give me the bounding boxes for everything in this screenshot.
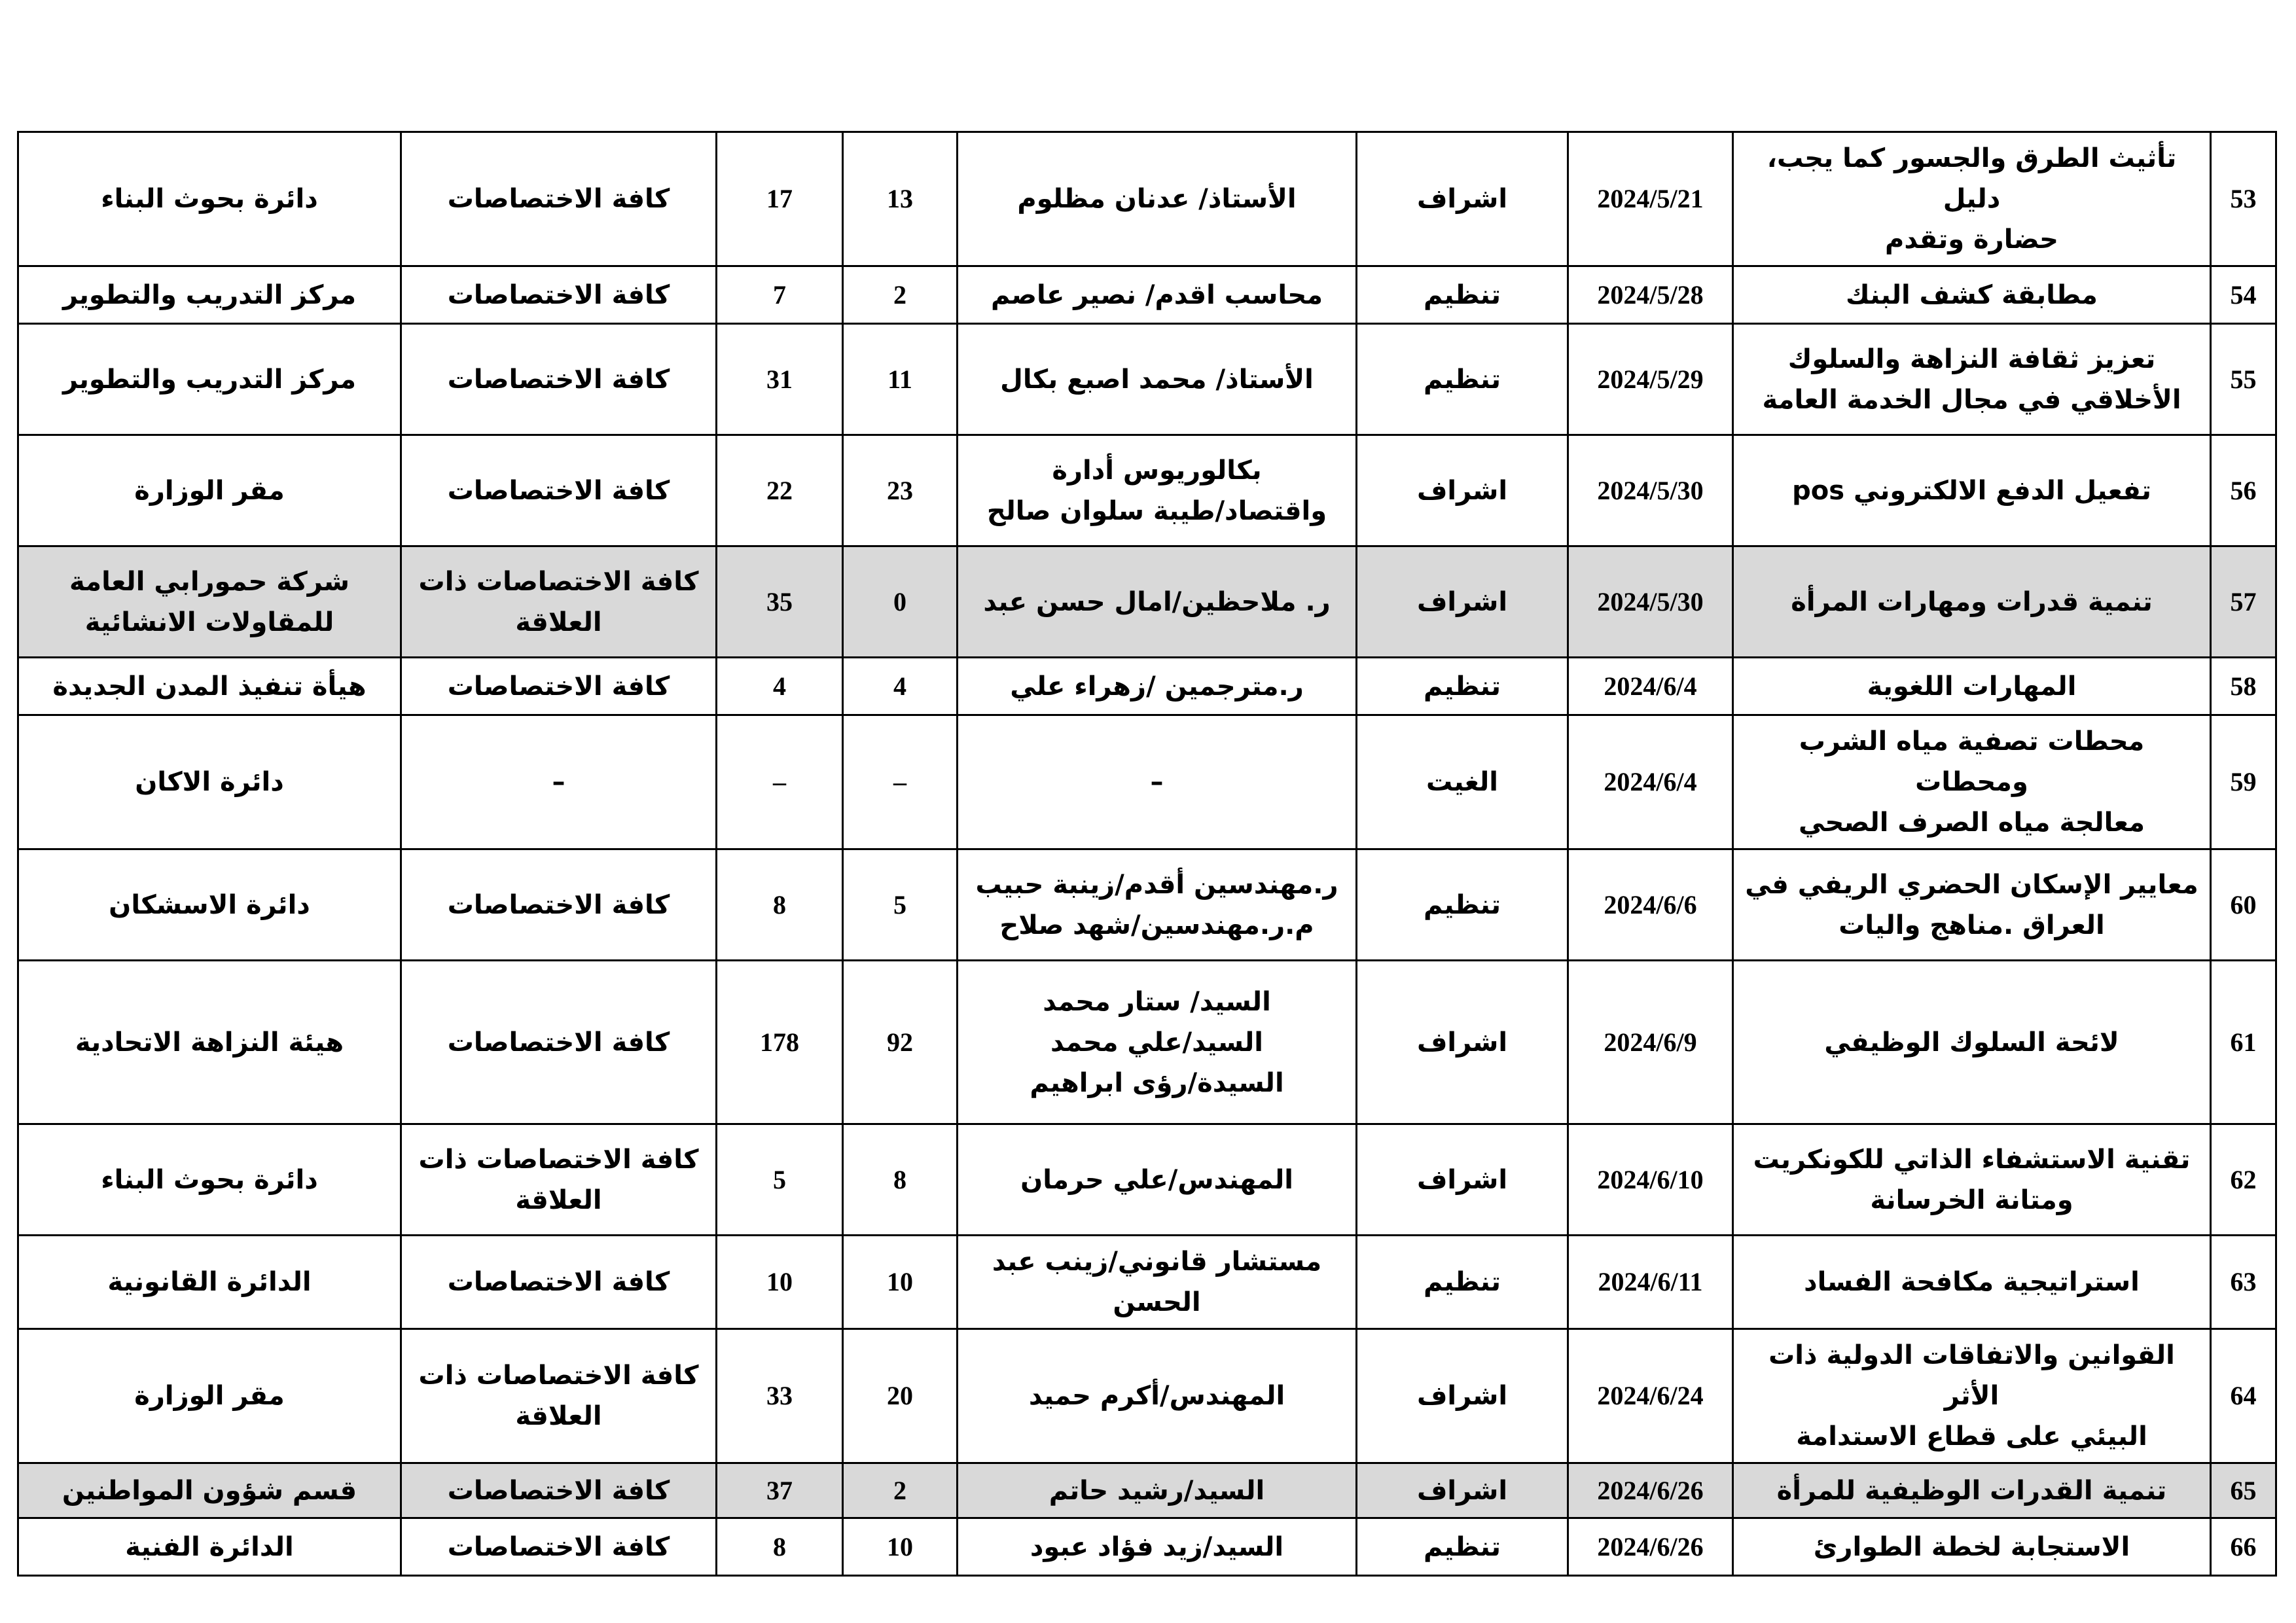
- course-title-line: مطابقة كشف البنك: [1846, 279, 2098, 310]
- organization-line: هيئة النزاهة الاتحادية: [75, 1027, 344, 1058]
- specialization-line: كافة الاختصاصات: [447, 364, 670, 395]
- table-row: [18, 435, 2276, 546]
- lecturer-name: [958, 435, 1357, 546]
- lecturer-line: محاسب اقدم/ نصير عاصم: [990, 279, 1323, 310]
- row-number: 61: [2211, 961, 2276, 1124]
- specialization-line: كافة الاختصاصات: [447, 671, 670, 702]
- specialization-line: كافة الاختصاصات ذات: [418, 566, 699, 597]
- organization-line: مركز التدريب والتطوير: [62, 364, 357, 395]
- course-title: [1733, 715, 2211, 849]
- course-title-line: الاستجابة لخطة الطوارئ: [1813, 1531, 2130, 1562]
- count-b: 33: [717, 1329, 843, 1463]
- count-a: 5: [843, 849, 958, 961]
- organization-line: هيأة تنفيذ المدن الجديدة: [52, 671, 367, 702]
- course-title: [1733, 132, 2211, 266]
- lecturer-line: الأستاذ/ محمد اصبع بكال: [1000, 364, 1314, 395]
- course-title-line: استراتيجية مكافحة الفساد: [1804, 1267, 2140, 1297]
- table-row: [18, 266, 2276, 324]
- specialization-line: كافة الاختصاصات ذات: [418, 1144, 699, 1175]
- specialization: [401, 1463, 717, 1518]
- course-title-line: الأخلاقي في مجال الخدمة العامة: [1762, 384, 2181, 415]
- lecturer-name: [958, 961, 1357, 1124]
- lecturer-line: السيدة/رؤى ابراهيم: [1030, 1067, 1284, 1098]
- organization-line: دائرة الاسشكان: [109, 889, 310, 920]
- lecturer-line: بكالوريوس أدارة: [1052, 455, 1262, 486]
- specialization-line: العلاقة: [515, 607, 602, 637]
- specialization: [401, 1329, 717, 1463]
- count-b: 4: [717, 658, 843, 715]
- row-number: 59: [2211, 715, 2276, 849]
- course-title: [1733, 324, 2211, 435]
- specialization: [401, 435, 717, 546]
- organization: [18, 658, 401, 715]
- table-row: [18, 1124, 2276, 1236]
- lecturer-line: واقتصاد/طيبة سلوان صالح: [986, 495, 1327, 526]
- specialization: [401, 961, 717, 1124]
- organization-line: قسم شؤون المواطنين: [62, 1475, 357, 1506]
- specialization-line: –: [552, 767, 565, 797]
- course-date: 2024/6/26: [1568, 1463, 1733, 1518]
- course-title-line: محطات تصفية مياه الشرب ومحطات: [1799, 726, 2145, 797]
- specialization: [401, 546, 717, 658]
- count-a: 10: [843, 1236, 958, 1329]
- lecturer-name: [958, 658, 1357, 715]
- course-type: اشراف: [1357, 435, 1568, 546]
- course-date: 2024/6/26: [1568, 1518, 1733, 1576]
- organization: [18, 1124, 401, 1236]
- course-title-line: تفعيل الدفع الالكتروني pos: [1792, 475, 2151, 506]
- course-title-line: تأثيث الطرق والجسور كما يجب، دليل: [1767, 143, 2177, 214]
- count-a: 23: [843, 435, 958, 546]
- lecturer-name: [958, 1518, 1357, 1576]
- count-a: 2: [843, 1463, 958, 1518]
- course-title-line: تعزيز ثقافة النزاهة والسلوك: [1787, 344, 2156, 374]
- lecturer-line: السيد/رشيد حاتم: [1049, 1475, 1265, 1506]
- specialization: [401, 715, 717, 849]
- specialization: [401, 1124, 717, 1236]
- row-number: 66: [2211, 1518, 2276, 1576]
- lecturer-line: المهندس/علي حرمان: [1020, 1164, 1293, 1195]
- course-title-line: القوانين والاتفاقات الدولية ذات الأثر: [1768, 1340, 2175, 1411]
- course-title-line: تقنية الاستشفاء الذاتي للكونكريت: [1753, 1144, 2191, 1175]
- course-type: تنظيم: [1357, 1236, 1568, 1329]
- count-b: –: [717, 715, 843, 849]
- specialization: [401, 1518, 717, 1576]
- specialization-line: كافة الاختصاصات: [447, 279, 670, 310]
- course-date: 2024/5/30: [1568, 435, 1733, 546]
- course-title: [1733, 546, 2211, 658]
- specialization: [401, 132, 717, 266]
- organization: [18, 849, 401, 961]
- table-row: [18, 961, 2276, 1124]
- count-b: 178: [717, 961, 843, 1124]
- course-title-line: معايير الإسكان الحضري الريفي في: [1745, 869, 2198, 900]
- row-number: 57: [2211, 546, 2276, 658]
- row-number: 53: [2211, 132, 2276, 266]
- lecturer-line: ر.مترجمين /زهراء علي: [1010, 671, 1304, 702]
- course-title-line: تنمية قدرات ومهارات المرأة: [1791, 586, 2153, 617]
- lecturer-line: –: [1150, 767, 1164, 797]
- table-row: [18, 1518, 2276, 1576]
- course-date: 2024/6/6: [1568, 849, 1733, 961]
- count-b: 37: [717, 1463, 843, 1518]
- specialization-line: كافة الاختصاصات: [447, 1267, 670, 1297]
- course-title-line: معالجة مياه الصرف الصحي: [1799, 808, 2145, 838]
- course-title: [1733, 266, 2211, 324]
- training-courses-table: [17, 131, 2277, 1577]
- course-type: اشراف: [1357, 546, 1568, 658]
- count-b: 17: [717, 132, 843, 266]
- specialization: [401, 849, 717, 961]
- lecturer-line: الأستاذ/ عدنان مظلوم: [1017, 184, 1297, 214]
- course-type: تنظيم: [1357, 849, 1568, 961]
- table-row: [18, 324, 2276, 435]
- table-row: [18, 1463, 2276, 1518]
- count-a: 10: [843, 1518, 958, 1576]
- organization: [18, 324, 401, 435]
- course-title: [1733, 1236, 2211, 1329]
- course-title: [1733, 1518, 2211, 1576]
- specialization-line: العلاقة: [515, 1185, 602, 1215]
- organization-line: شركة حمورابي العامة: [69, 566, 350, 597]
- lecturer-name: [958, 849, 1357, 961]
- count-a: –: [843, 715, 958, 849]
- specialization: [401, 266, 717, 324]
- organization-line: دائرة بحوث البناء: [101, 1164, 318, 1195]
- course-type: اشراف: [1357, 132, 1568, 266]
- row-number: 63: [2211, 1236, 2276, 1329]
- course-type: تنظيم: [1357, 324, 1568, 435]
- course-date: 2024/5/21: [1568, 132, 1733, 266]
- table-row: [18, 546, 2276, 658]
- organization: [18, 435, 401, 546]
- organization-line: الدائرة الفنية: [125, 1531, 294, 1562]
- course-date: 2024/6/4: [1568, 715, 1733, 849]
- lecturer-line: مستشار قانوني/زينب عبد الحسن: [992, 1247, 1322, 1317]
- course-title: [1733, 435, 2211, 546]
- course-title: [1733, 961, 2211, 1124]
- organization-line: للمقاولات الانشائية: [84, 607, 334, 637]
- count-a: 2: [843, 266, 958, 324]
- course-type: اشراف: [1357, 1463, 1568, 1518]
- course-date: 2024/6/4: [1568, 658, 1733, 715]
- course-date: 2024/6/11: [1568, 1236, 1733, 1329]
- lecturer-name: [958, 1124, 1357, 1236]
- lecturer-line: السيد/ ستار محمد: [1043, 986, 1271, 1017]
- course-title: [1733, 1329, 2211, 1463]
- specialization-line: العلاقة: [515, 1401, 602, 1431]
- course-type: اشراف: [1357, 961, 1568, 1124]
- row-number: 56: [2211, 435, 2276, 546]
- organization: [18, 266, 401, 324]
- organization: [18, 1463, 401, 1518]
- table-row: [18, 849, 2276, 961]
- course-title-line: تنمية القدرات الوظيفية للمرأة: [1776, 1475, 2167, 1506]
- table-row: [18, 658, 2276, 715]
- course-date: 2024/5/28: [1568, 266, 1733, 324]
- count-a: 8: [843, 1124, 958, 1236]
- lecturer-name: [958, 1463, 1357, 1518]
- organization-line: مقر الوزارة: [134, 1381, 285, 1411]
- lecturer-name: [958, 1329, 1357, 1463]
- table-row: [18, 715, 2276, 849]
- row-number: 60: [2211, 849, 2276, 961]
- specialization: [401, 658, 717, 715]
- organization-line: دائرة بحوث البناء: [101, 184, 318, 214]
- lecturer-line: السيد/زيد فؤاد عبود: [1030, 1531, 1284, 1562]
- lecturer-name: [958, 324, 1357, 435]
- row-number: 58: [2211, 658, 2276, 715]
- count-b: 10: [717, 1236, 843, 1329]
- course-title: [1733, 1124, 2211, 1236]
- count-a: 11: [843, 324, 958, 435]
- course-type: اشراف: [1357, 1329, 1568, 1463]
- course-title: [1733, 1463, 2211, 1518]
- specialization-line: كافة الاختصاصات: [447, 1027, 670, 1058]
- count-b: 22: [717, 435, 843, 546]
- course-date: 2024/6/10: [1568, 1124, 1733, 1236]
- table-row: [18, 1329, 2276, 1463]
- course-type: تنظيم: [1357, 658, 1568, 715]
- count-b: 7: [717, 266, 843, 324]
- count-a: 4: [843, 658, 958, 715]
- specialization-line: كافة الاختصاصات: [447, 1475, 670, 1506]
- course-date: 2024/5/30: [1568, 546, 1733, 658]
- row-number: 54: [2211, 266, 2276, 324]
- organization-line: مقر الوزارة: [134, 475, 285, 506]
- row-number: 64: [2211, 1329, 2276, 1463]
- lecturer-line: م.ر.مهندسين/شهد صلاح: [999, 910, 1314, 940]
- organization: [18, 715, 401, 849]
- course-type: تنظيم: [1357, 266, 1568, 324]
- course-date: 2024/6/9: [1568, 961, 1733, 1124]
- row-number: 65: [2211, 1463, 2276, 1518]
- specialization: [401, 1236, 717, 1329]
- specialization-line: كافة الاختصاصات: [447, 475, 670, 506]
- count-b: 35: [717, 546, 843, 658]
- organization-line: دائرة الاكان: [135, 767, 284, 797]
- table-body: [18, 132, 2276, 1576]
- specialization-line: كافة الاختصاصات: [447, 889, 670, 920]
- lecturer-line: ر.مهندسين أقدم/زينبة حبيب: [975, 869, 1338, 900]
- count-b: 8: [717, 849, 843, 961]
- count-a: 0: [843, 546, 958, 658]
- course-type: اشراف: [1357, 1124, 1568, 1236]
- lecturer-name: [958, 715, 1357, 849]
- course-type: تنظيم: [1357, 1518, 1568, 1576]
- table-row: [18, 132, 2276, 266]
- course-title: [1733, 658, 2211, 715]
- row-number: 55: [2211, 324, 2276, 435]
- organization: [18, 1518, 401, 1576]
- course-title-line: العراق .مناهج واليات: [1839, 910, 2105, 940]
- course-title-line: حضارة وتقدم: [1885, 224, 2058, 255]
- count-b: 31: [717, 324, 843, 435]
- organization: [18, 546, 401, 658]
- course-date: 2024/6/24: [1568, 1329, 1733, 1463]
- course-title-line: المهارات اللغوية: [1867, 671, 2077, 702]
- lecturer-line: ر. ملاحظين/امال حسن عبد: [983, 586, 1331, 617]
- organization: [18, 1329, 401, 1463]
- lecturer-name: [958, 546, 1357, 658]
- lecturer-name: [958, 266, 1357, 324]
- specialization-line: كافة الاختصاصات: [447, 1531, 670, 1562]
- specialization-line: كافة الاختصاصات ذات: [418, 1361, 699, 1391]
- course-date: 2024/5/29: [1568, 324, 1733, 435]
- lecturer-name: [958, 1236, 1357, 1329]
- course-title-line: ومتانة الخرسانة: [1870, 1185, 2073, 1215]
- organization-line: مركز التدريب والتطوير: [62, 279, 357, 310]
- course-title-line: البيئي على قطاع الاستدامة: [1796, 1421, 2147, 1452]
- document-page: [17, 131, 2275, 1577]
- course-title-line: لائحة السلوك الوظيفي: [1824, 1027, 2119, 1058]
- lecturer-name: [958, 132, 1357, 266]
- organization: [18, 961, 401, 1124]
- count-a: 13: [843, 132, 958, 266]
- course-title: [1733, 849, 2211, 961]
- row-number: 62: [2211, 1124, 2276, 1236]
- organization-line: الدائرة القانونية: [107, 1267, 312, 1297]
- organization: [18, 132, 401, 266]
- count-a: 92: [843, 961, 958, 1124]
- count-b: 8: [717, 1518, 843, 1576]
- count-a: 20: [843, 1329, 958, 1463]
- specialization: [401, 324, 717, 435]
- count-b: 5: [717, 1124, 843, 1236]
- specialization-line: كافة الاختصاصات: [447, 184, 670, 214]
- course-type: الغيت: [1357, 715, 1568, 849]
- lecturer-line: المهندس/أكرم حميد: [1028, 1381, 1285, 1411]
- lecturer-line: السيد/علي محمد: [1050, 1027, 1264, 1058]
- organization: [18, 1236, 401, 1329]
- table-row: [18, 1236, 2276, 1329]
